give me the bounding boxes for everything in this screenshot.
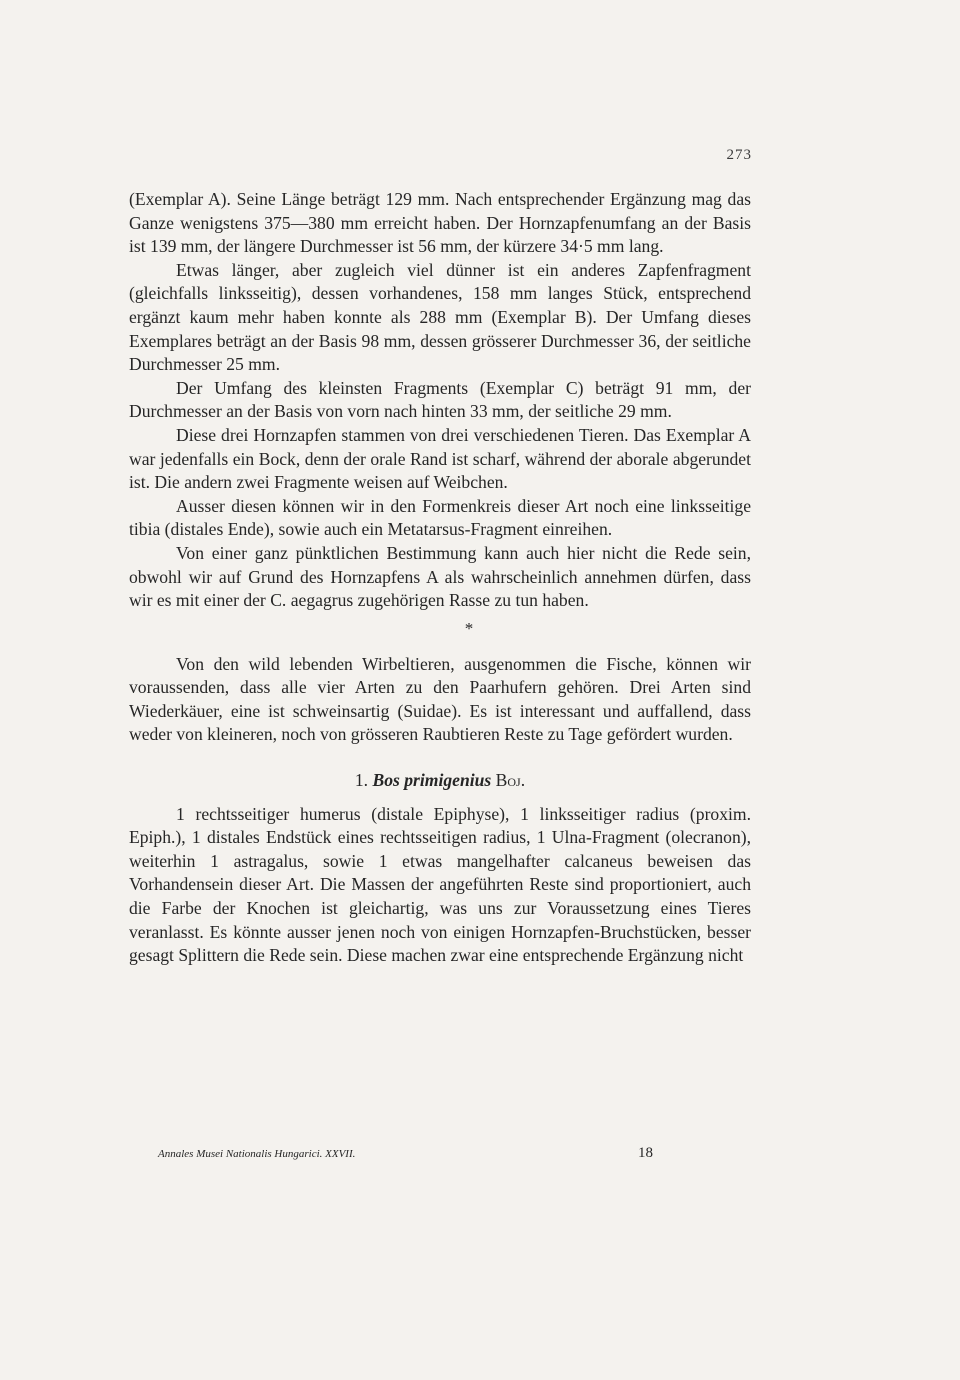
species-name: Bos primigenius	[372, 770, 492, 791]
paragraph: Von den wild lebenden Wirbeltieren, ausgenommen die Fische, können wir voraussenden, dass alle vier Arten zu den Paarhufern gehören. Drei Arten sind Wiederkäuer, eine ist schweinsartig (Suidae). Es ist interessant und auffallend, dass weder von kleineren, noch von grösseren Raubtieren Reste zu Tage gefördert wurden.	[129, 653, 751, 745]
paragraph: Etwas länger, aber zugleich viel dünner ist ein anderes Zapfenfragment (gleichfalls linksseitig), dessen vorhandenes, 158 mm langes Stück, entsprechend ergänzt kaum mehr haben konnte als 288 mm (Exemplar B). Der Umfang dieses Exemplares beträgt an der Basis 98 mm, dessen grösserer Durchmesser 36, der seitliche Durchmesser 25 mm.	[129, 259, 751, 375]
section-number: 1.	[354, 770, 369, 791]
paragraph: 1 rechtsseitiger humerus (distale Epiphyse), 1 linksseitiger radius (proxim. Epiph.), 1 distales Endstück eines rechtsseitigen radius, 1 Ulna-Fragment (olecranon), weiterhin 1 astragalus, sowie 1 etwas mangelhafter calcaneus beweisen das Vorhandensein dieser Art. Die Massen der angeführten Reste sind proportioniert, auch die Farbe der Knochen ist gleichartig, was uns zur Voraussetzung eines Tieres veranlasst. Es könnte ausser jenen noch von einigen Hornzapfen-Bruchstücken, besser gesagt Splittern die Rede sein. Diese machen zwar eine entsprechende Ergänzung nicht	[129, 803, 751, 966]
section-divider: *	[464, 618, 474, 638]
page-footer	[158, 1145, 658, 1161]
paragraph: (Exemplar A). Seine Länge beträgt 129 mm. Nach entsprechender Ergänzung mag das Ganze wenigstens 375—380 mm erreicht haben. Der Hornzapfenumfang an der Basis ist 139 mm, der längere Durchmesser ist 56 mm, der kürzere 34·5 mm lang.	[129, 189, 751, 257]
page-number: 273	[726, 147, 752, 163]
paragraph: Ausser diesen können wir in den Formenkreis dieser Art noch eine linksseitige tibia (distales Ende), sowie auch ein Metatarsus-Fragment einreihen.	[129, 495, 751, 540]
body-text	[129, 188, 751, 968]
paragraph: Der Umfang des kleinsten Fragments (Exemplar C) beträgt 91 mm, der Durchmesser an der Basis von vorn nach hinten 33 mm, der seitliche 29 mm.	[129, 377, 751, 422]
species-author: Boj.	[495, 770, 526, 791]
paragraph: Diese drei Hornzapfen stammen von drei verschiedenen Tieren. Das Exemplar A war jedenfalls ein Bock, denn der orale Rand ist scharf, während der aborale abgerundet ist. Die andern zwei Fragmente weisen auf Weibchen.	[129, 424, 751, 493]
paragraph: Von einer ganz pünktlichen Bestimmung kann auch hier nicht die Rede sein, obwohl wir auf Grund des Hornzapfens A als wahrscheinlich annehmen dürfen, dass wir es mit einer der C. aegagrus zugehörigen Rasse zu tun haben.	[129, 542, 751, 611]
section-heading	[129, 769, 751, 793]
sheet-number: 18	[638, 1145, 653, 1161]
journal-title: Annales Musei Nationalis Hungarici. XXVII.	[158, 1148, 356, 1160]
